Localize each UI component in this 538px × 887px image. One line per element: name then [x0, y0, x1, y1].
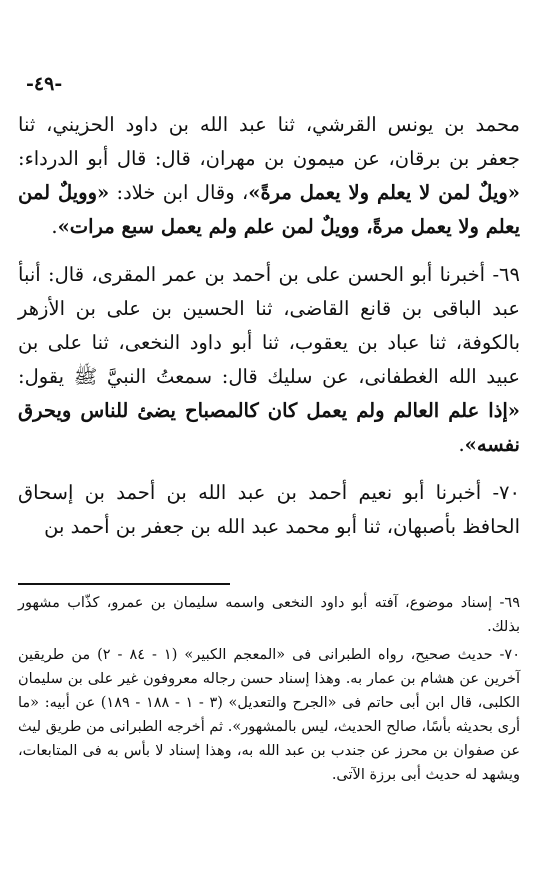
- body-text-run: ٦٩- أخبرنا أبو الحسن على بن أحمد بن عمر المقرى، قال: أنبأ عبد الباقى بن قانع القاضى، ثنا الحسين بن على بن الأزهر بالكوفة، ثنا عباد بن يعقوب، ثنا أبو داود النخعى، ثنا على بن عبيد الله الغطفانى، عن سليك قال: سمعتُ النبيَّ ﷺ يقول:: [18, 263, 520, 388]
- page-number: -٤٩-: [26, 73, 63, 95]
- quoted-text: «ويلٌ لمن لا يعلم ولا يعمل مرةً»: [248, 181, 520, 204]
- body-text-run: ، وقال ابن خلاد:: [109, 181, 249, 204]
- body-text-run: .: [458, 433, 465, 456]
- paragraph: [18, 258, 520, 462]
- main-text: [18, 108, 520, 544]
- footnotes: [18, 591, 520, 791]
- footnote-divider: [18, 583, 230, 585]
- paragraph: [18, 108, 520, 244]
- footnote: ٦٩- إسناد موضوع، آفته أبو داود النخعى واسمه سليمان بن عمرو، كذّاب مشهور بذلك.: [18, 595, 520, 635]
- body-text-run: .: [51, 215, 58, 238]
- body-text-run: محمد بن يونس القرشي، ثنا عبد الله بن داود الحزيني، ثنا جعفر بن برقان، عن ميمون بن مهران، قال: قال أبو الدرداء:: [18, 113, 520, 170]
- footnote: ٧٠- حديث صحيح، رواه الطبرانى فى «المعجم الكبير» (١ - ٨٤ - ٢) من طريقين آخرين عن هشام بن عمار به. وهذا إسناد حسن رجاله معروفون غير على بن سليمان الكلبى، قال ابن أبى حاتم فى «الجرح والتعديل» (٣ - ١ - ١٨٨ - ١٨٩) عن أبيه: «ما أرى بحديثه بأسًا، صالح الحديث، ليس بالمشهور». ثم أخرجه الطبرانى من طريق ليث عن صفوان بن محرز عن جندب بن عبد الله به، وهذا إسناد لا بأس به فى المتابعات، ويشهد له حديث أبى برزة الآتى.: [18, 647, 520, 783]
- quoted-text: «وويلٌ لمن يعلم ولا يعمل مرةً، وويلٌ لمن علم ولم يعمل سبع مرات»: [18, 181, 520, 238]
- paragraph: [18, 476, 520, 544]
- body-text-run: ٧٠- أخبرنا أبو نعيم أحمد بن عبد الله بن أحمد بن إسحاق الحافظ بأصبهان، ثنا أبو محمد عبد الله بن جعفر بن أحمد بن: [18, 481, 520, 538]
- quoted-text: «إذا علم العالم ولم يعمل كان كالمصباح يضئ للناس ويحرق نفسه»: [18, 399, 520, 456]
